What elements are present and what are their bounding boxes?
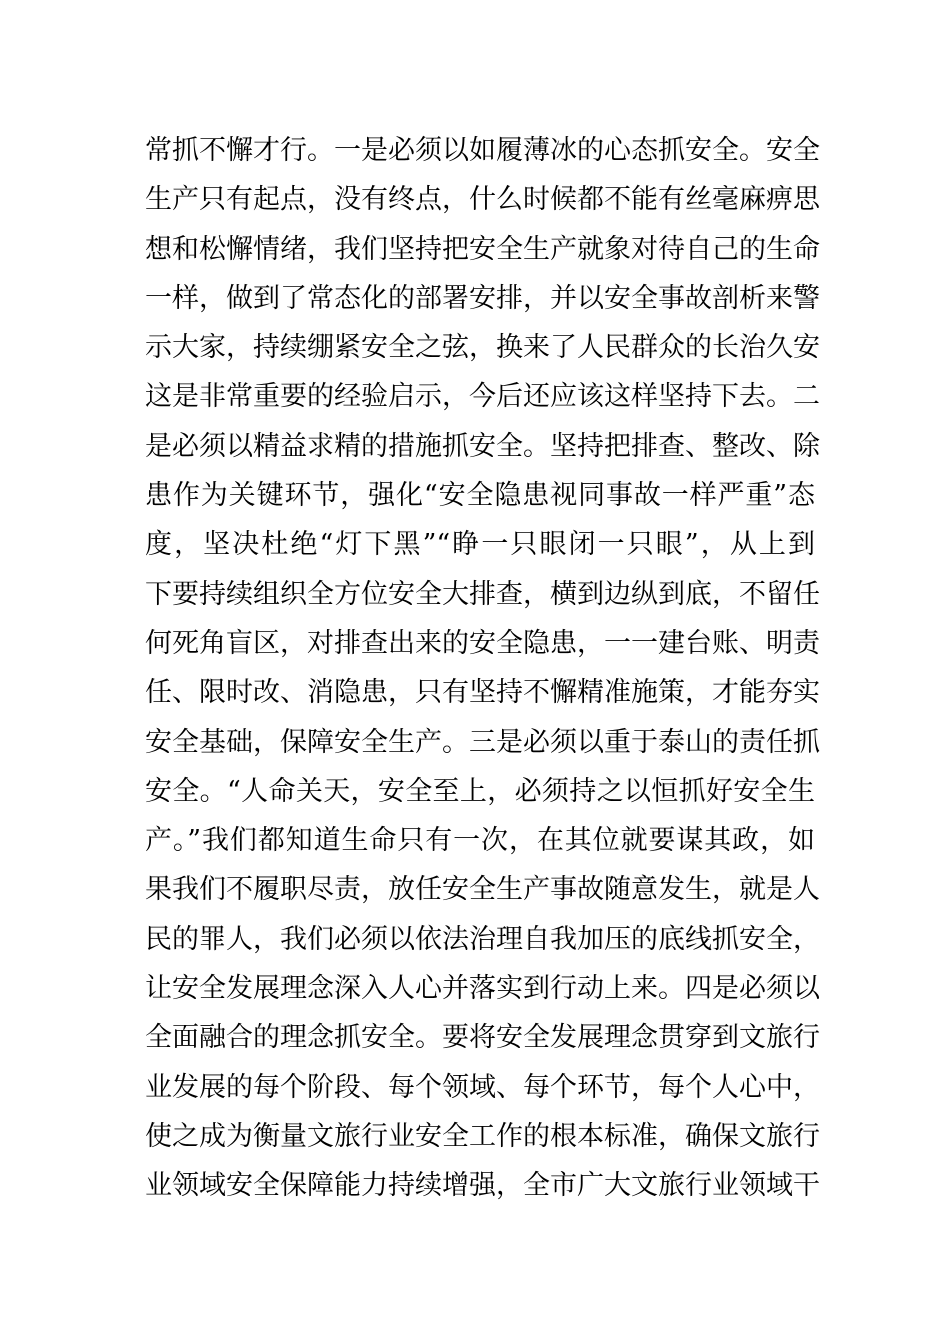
text-line: 下要持续组织全方位安全大排查，横到边纵到底，不留任 (145, 578, 820, 610)
text-line: 果我们不履职尽责，放任安全生产事故随意发生，就是人 (145, 874, 820, 906)
text-line: 安全。“人命关天，安全至上，必须持之以恒抓好安全生 (145, 775, 815, 807)
text-line: 生产只有起点，没有终点，什么时候都不能有丝毫麻痹思 (145, 184, 820, 216)
text-line: 民的罪人，我们必须以依法治理自我加压的底线抓安全， (145, 923, 820, 955)
text-line: 让安全发展理念深入人心并落实到行动上来。四是必须以 (145, 973, 820, 1005)
text-line: 常抓不懈才行。一是必须以如履薄冰的心态抓安全。安全 (145, 135, 820, 166)
text-line: 患作为关键环节，强化“安全隐患视同事故一样严重”态 (145, 480, 815, 512)
text-line: 一样，做到了常态化的部署安排，并以安全事故剖析来警 (145, 282, 820, 314)
text-line: 使之成为衡量文旅行业安全工作的根本标准，确保文旅行 (145, 1120, 820, 1152)
text-line: 是必须以精益求精的措施抓安全。坚持把排查、整改、除 (145, 430, 820, 462)
text-line: 想和松懈情绪，我们坚持把安全生产就象对待自己的生命 (145, 233, 820, 265)
text-line: 产。”我们都知道生命只有一次，在其位就要谋其政，如 (145, 825, 815, 857)
text-line: 任、限时改、消隐患，只有坚持不懈精准施策，才能夯实 (145, 677, 820, 709)
text-line: 何死角盲区，对排查出来的安全隐患，一一建台账、明责 (145, 627, 820, 659)
text-line: 安全基础，保障安全生产。三是必须以重于泰山的责任抓 (145, 726, 820, 758)
body-paragraph (145, 126, 820, 1211)
text-line: 全面融合的理念抓安全。要将安全发展理念贯穿到文旅行 (145, 1022, 820, 1054)
text-line: 度，坚决杜绝“灯下黑”“睁一只眼闭一只眼”，从上到 (145, 529, 815, 561)
text-line: 示大家，持续绷紧安全之弦，换来了人民群众的长治久安 (145, 332, 820, 364)
text-line: 这是非常重要的经验启示，今后还应该这样坚持下去。二 (145, 381, 820, 413)
text-line: 业发展的每个阶段、每个领域、每个环节，每个人心中， (145, 1071, 820, 1103)
text-line: 业领域安全保障能力持续增强，全市广大文旅行业领域干 (145, 1170, 820, 1202)
